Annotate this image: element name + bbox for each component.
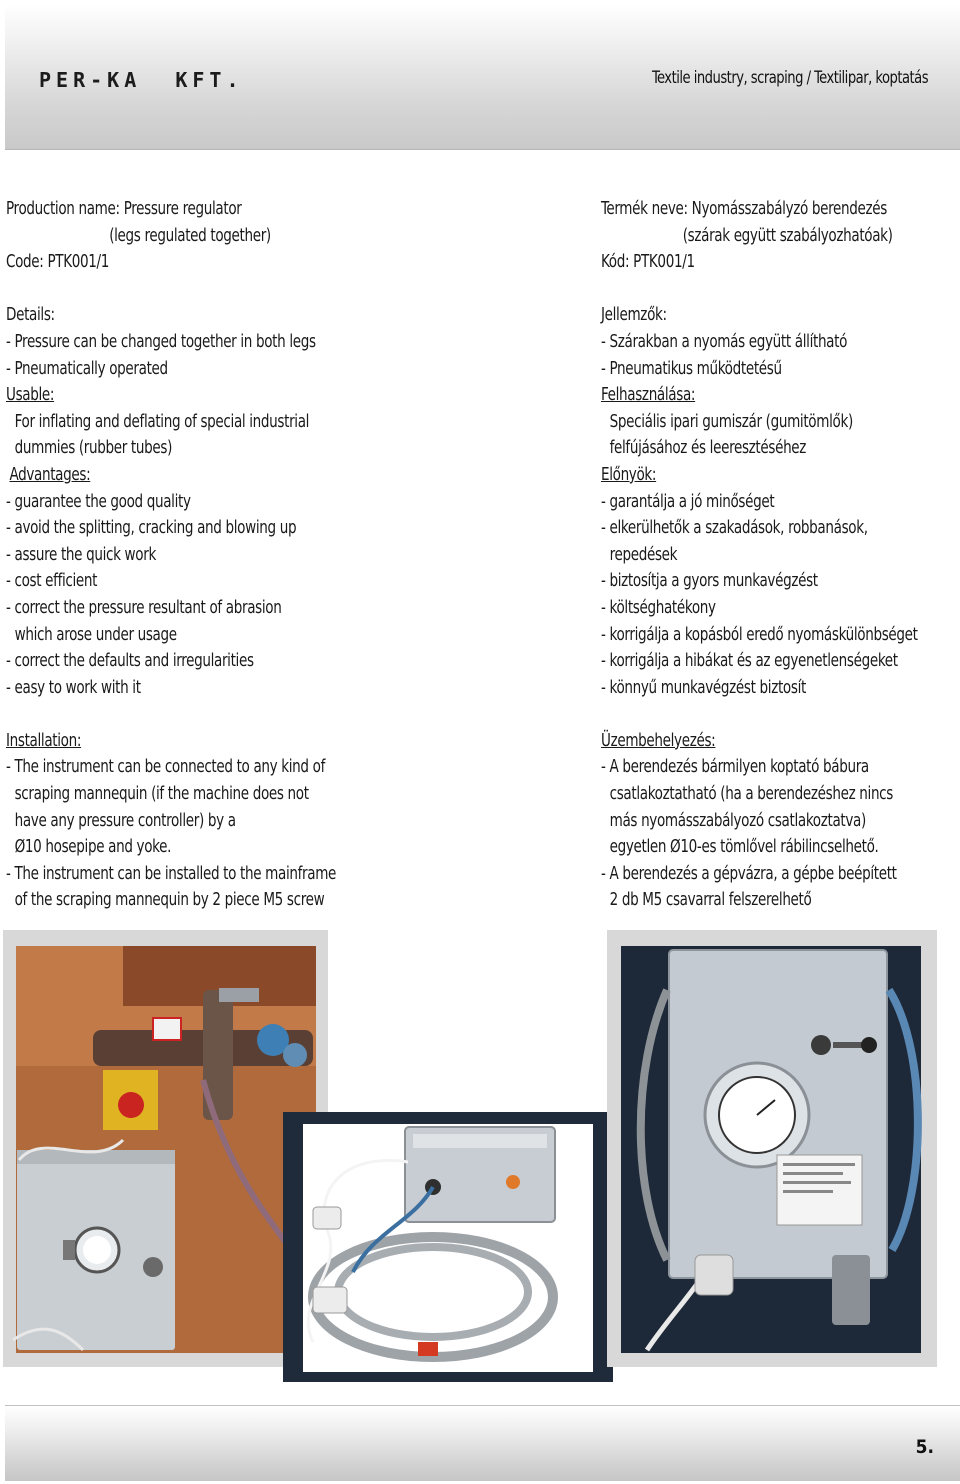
page-number: 5. xyxy=(915,1436,934,1458)
advantages-item: - cost efficient xyxy=(6,571,98,592)
usable-item: felfújásához és leeresztéséhez xyxy=(609,438,807,459)
usable-heading: Felhasználása: xyxy=(601,385,696,406)
advantages-item: repedések xyxy=(609,544,678,565)
advantages-item: - easy to work with it xyxy=(6,677,141,698)
page-footer xyxy=(5,1405,960,1481)
advantages-item: - guarantee the good quality xyxy=(6,491,191,512)
installation-item: 2 db M5 csavarral felszerelhető xyxy=(609,890,812,911)
advantages-item: - correct the defaults and irregularities xyxy=(6,651,254,672)
installation-item: - A berendezés bármilyen koptató bábura xyxy=(601,757,869,778)
installation-item: of the scraping mannequin by 2 piece M5 screw xyxy=(14,890,325,911)
product-name: Production name: Pressure regulator xyxy=(6,199,242,219)
advantages-item: - korrigálja a kopásból eredő nyomáskülönbséget xyxy=(601,624,918,645)
advantages-item: which arose under usage xyxy=(14,624,177,645)
advantages-item: - költséghatékony xyxy=(601,597,716,618)
details-item: - Szárakban a nyomás együtt állítható xyxy=(601,331,848,352)
advantages-heading: Advantages: xyxy=(9,464,91,485)
photo-regulator-with-hose xyxy=(283,1112,613,1382)
installation-item: - A berendezés a gépvázra, a gépbe beépített xyxy=(601,863,897,884)
advantages-item: - korrigálja a hibákat és az egyenetlenségeket xyxy=(601,651,898,672)
installation-heading: Installation: xyxy=(6,730,82,751)
english-column xyxy=(6,196,406,914)
page-header xyxy=(5,4,960,150)
installation-item: have any pressure controller) by a xyxy=(14,810,236,831)
details-item: - Pneumatically operated xyxy=(6,358,168,379)
product-code: Kód: PTK001/1 xyxy=(601,252,695,273)
photo-regulator-front-panel xyxy=(607,930,937,1367)
details-item: - Pressure can be changed together in both legs xyxy=(6,331,316,352)
installation-item: - The instrument can be installed to the mainframe xyxy=(6,863,337,884)
details-item: - Pneumatikus működtetésű xyxy=(601,358,782,379)
product-name-sub: (legs regulated together) xyxy=(109,225,271,246)
usable-item: Speciális ipari gumiszár (gumitömlők) xyxy=(609,411,853,432)
advantages-item: - assure the quick work xyxy=(6,544,156,565)
details-heading: Jellemzők: xyxy=(601,305,667,326)
advantages-heading: Előnyök: xyxy=(601,464,657,485)
installation-item: Ø10 hosepipe and yoke. xyxy=(14,837,172,858)
hungarian-column xyxy=(601,196,956,914)
installation-heading: Üzembehelyezés: xyxy=(601,730,716,751)
installation-item: scraping mannequin (if the machine does not xyxy=(14,784,309,805)
company-logo: PER-KA KFT. xyxy=(39,68,244,92)
advantages-item: - könnyű munkavégzést biztosít xyxy=(601,677,806,698)
usable-heading: Usable: xyxy=(6,385,55,406)
advantages-item: - elkerülhetők a szakadások, robbanások, xyxy=(601,518,868,539)
advantages-item: - biztosítja a gyors munkavégzést xyxy=(601,571,818,592)
photo-installed-regulator xyxy=(3,930,328,1367)
advantages-item: - correct the pressure resultant of abrasion xyxy=(6,597,282,618)
product-name: Termék neve: Nyomásszabályzó berendezés xyxy=(601,199,887,219)
product-code: Code: PTK001/1 xyxy=(6,252,110,273)
details-heading: Details: xyxy=(6,305,55,326)
usable-item: dummies (rubber tubes) xyxy=(14,438,173,459)
header-title: Textile industry, scraping / Textilipar, koptatás xyxy=(651,68,928,88)
installation-item: más nyomásszabályozó csatlakoztatva) xyxy=(609,810,866,831)
installation-item: csatlakoztatható (ha a berendezéshez nincs xyxy=(609,784,893,805)
advantages-item: - avoid the splitting, cracking and blowing up xyxy=(6,518,297,539)
product-name-sub: (szárak együtt szabályozhatóak) xyxy=(682,225,893,246)
installation-item: - The instrument can be connected to any kind of xyxy=(6,757,325,778)
usable-item: For inflating and deflating of special industrial xyxy=(14,411,310,432)
advantages-item: - garantálja a jó minőséget xyxy=(601,491,775,512)
installation-item: egyetlen Ø10-es tömlővel rábilincselhető. xyxy=(609,837,879,858)
